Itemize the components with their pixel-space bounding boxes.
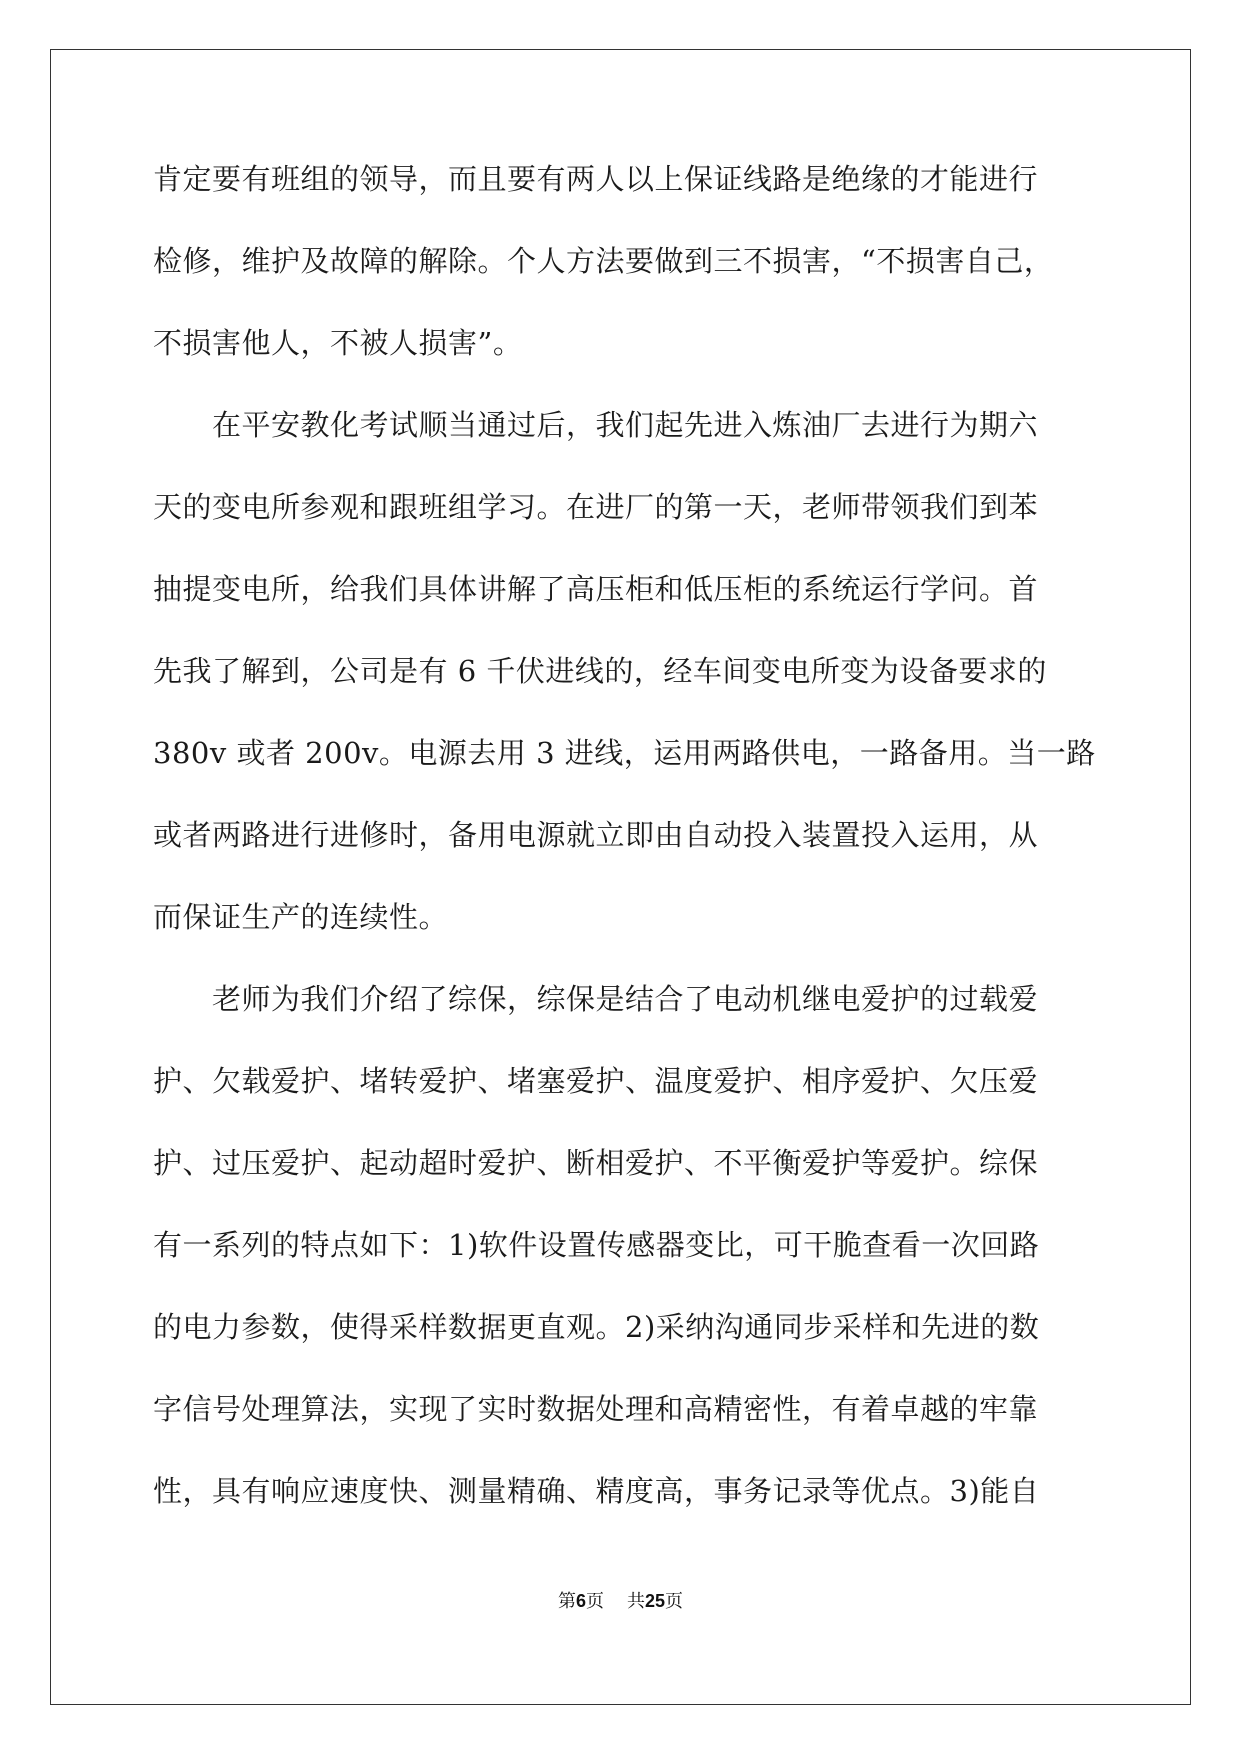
text-line: 老师为我们介绍了综保，综保是结合了电动机继电爱护的过载爱 [153,982,1039,1016]
text-line: 或者两路进行进修时，备用电源就立即由自动投入装置投入运用，从 [153,818,1039,852]
text-line: 肯定要有班组的领导，而且要有两人以上保证线路是绝缘的才能进行 [153,162,1039,196]
text-line: 护、欠载爱护、堵转爱护、堵塞爱护、温度爱护、相序爱护、欠压爱 [153,1064,1039,1098]
text-line: 字信号处理算法，实现了实时数据处理和高精密性，有着卓越的牢靠 [153,1392,1039,1426]
text-line: 有一系列的特点如下：1)软件设置传感器变比，可干脆查看一次回路 [153,1228,1040,1262]
text-line: 先我了解到，公司是有 6 千伏进线的，经车间变电所变为设备要求的 [153,654,1047,688]
text-line: 检修，维护及故障的解除。个人方法要做到三不损害，“不损害自己， [153,244,1054,278]
text-line: 的电力参数，使得采样数据更直观。2)采纳沟通同步采样和先进的数 [153,1310,1040,1344]
footer-prefix: 第 [558,1591,577,1612]
text-line: 不损害他人，不被人损害”。 [153,326,523,360]
page-footer [0,1589,1241,1614]
page-number: 6 [576,1591,587,1611]
text-line: 天的变电所参观和跟班组学习。在进厂的第一天，老师带领我们到苯 [153,490,1039,524]
document-body [153,159,1096,1553]
total-pages: 25 [644,1591,665,1611]
footer-total-suffix: 页 [664,1591,683,1612]
footer-total-prefix: 共 [626,1591,645,1612]
footer-page-suffix: 页 [586,1591,605,1612]
text-line: 在平安教化考试顺当通过后，我们起先进入炼油厂去进行为期六 [153,408,1039,442]
text-line: 性，具有响应速度快、测量精确、精度高，事务记录等优点。3)能自 [153,1474,1040,1508]
text-line: 而保证生产的连续性。 [153,900,449,934]
text-line: 抽提变电所，给我们具体讲解了高压柜和低压柜的系统运行学问。首 [153,572,1039,606]
text-line: 380v 或者 200v。电源去用 3 进线，运用两路供电，一路备用。当一路 [153,736,1096,770]
text-line: 护、过压爱护、起动超时爱护、断相爱护、不平衡爱护等爱护。综保 [153,1146,1039,1180]
